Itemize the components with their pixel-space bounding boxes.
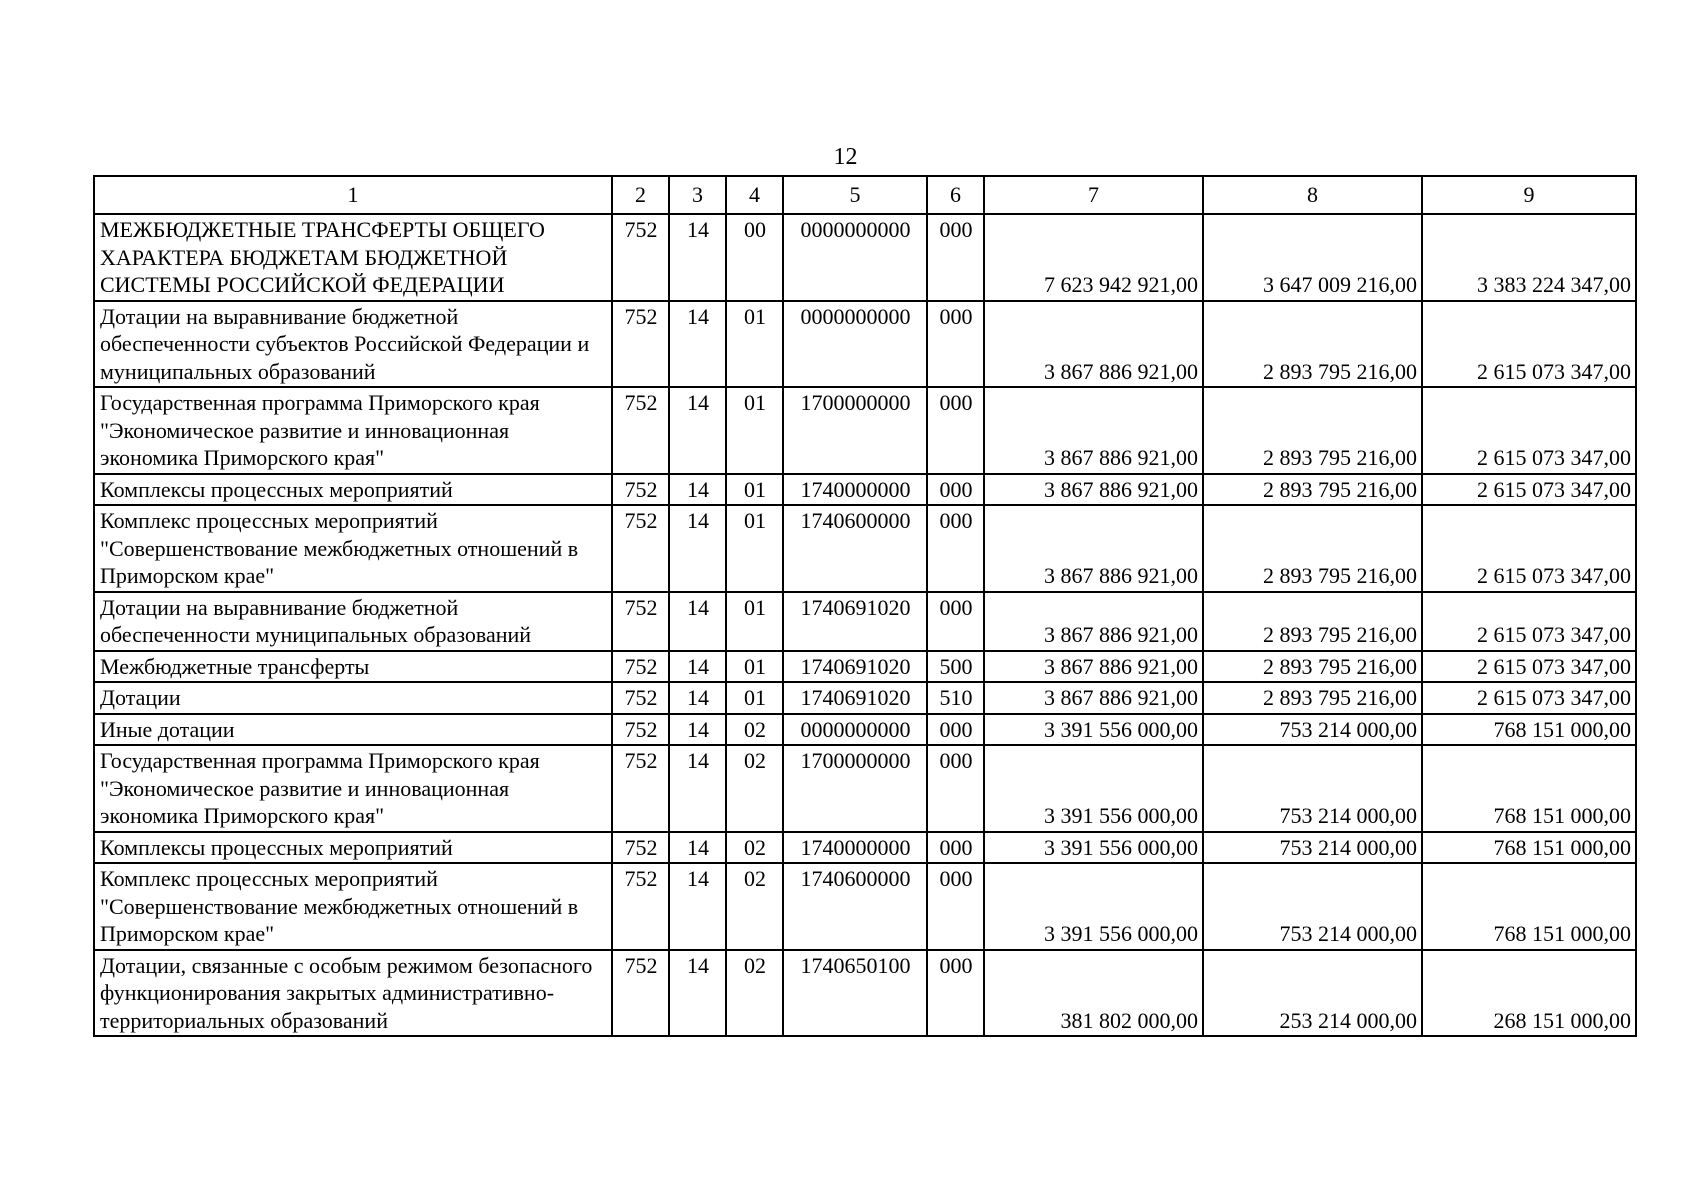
amount-col7-cell: 3 867 886 921,00 xyxy=(984,387,1203,474)
admin-code-cell: 752 xyxy=(612,651,669,683)
column-header: 1 xyxy=(94,176,612,214)
target-article-cell: 1740691020 xyxy=(783,651,927,683)
target-article-cell: 1740691020 xyxy=(783,592,927,651)
admin-code-cell: 752 xyxy=(612,301,669,388)
amount-col8-cell: 2 893 795 216,00 xyxy=(1203,651,1422,683)
subsection-cell: 01 xyxy=(726,505,783,592)
expense-type-cell: 000 xyxy=(927,714,984,746)
row-name-cell: Государственная программа Приморского края "Экономическое развитие и инновационная экономика Приморского края" xyxy=(94,745,612,832)
expense-type-cell: 000 xyxy=(927,301,984,388)
row-name-cell: Межбюджетные трансферты xyxy=(94,651,612,683)
amount-col9-cell: 268 151 000,00 xyxy=(1422,950,1636,1037)
target-article-cell: 1700000000 xyxy=(783,745,927,832)
section-cell: 14 xyxy=(669,301,726,388)
row-name-cell: Дотации xyxy=(94,682,612,714)
amount-col7-cell: 3 391 556 000,00 xyxy=(984,714,1203,746)
amount-col9-cell: 768 151 000,00 xyxy=(1422,745,1636,832)
admin-code-cell: 752 xyxy=(612,863,669,950)
target-article-cell: 0000000000 xyxy=(783,301,927,388)
subsection-cell: 02 xyxy=(726,832,783,864)
expense-type-cell: 000 xyxy=(927,863,984,950)
amount-col8-cell: 2 893 795 216,00 xyxy=(1203,474,1422,506)
expense-type-cell: 000 xyxy=(927,214,984,301)
amount-col8-cell: 2 893 795 216,00 xyxy=(1203,592,1422,651)
section-cell: 14 xyxy=(669,950,726,1037)
table-row xyxy=(94,745,1636,832)
section-cell: 14 xyxy=(669,863,726,950)
section-cell: 14 xyxy=(669,214,726,301)
row-name-cell: Дотации на выравнивание бюджетной обеспеченности субъектов Российской Федерации и муниципальных образований xyxy=(94,301,612,388)
amount-col7-cell: 3 867 886 921,00 xyxy=(984,301,1203,388)
table-row xyxy=(94,682,1636,714)
admin-code-cell: 752 xyxy=(612,832,669,864)
admin-code-cell: 752 xyxy=(612,387,669,474)
subsection-cell: 02 xyxy=(726,950,783,1037)
admin-code-cell: 752 xyxy=(612,592,669,651)
target-article-cell: 1740650100 xyxy=(783,950,927,1037)
amount-col8-cell: 2 893 795 216,00 xyxy=(1203,505,1422,592)
column-header: 4 xyxy=(726,176,783,214)
amount-col7-cell: 7 623 942 921,00 xyxy=(984,214,1203,301)
amount-col8-cell: 753 214 000,00 xyxy=(1203,745,1422,832)
expense-type-cell: 000 xyxy=(927,387,984,474)
amount-col7-cell: 3 391 556 000,00 xyxy=(984,745,1203,832)
column-header: 2 xyxy=(612,176,669,214)
table-row xyxy=(94,214,1636,301)
expense-type-cell: 000 xyxy=(927,592,984,651)
subsection-cell: 01 xyxy=(726,474,783,506)
table-body xyxy=(94,176,1636,1036)
expense-type-cell: 000 xyxy=(927,505,984,592)
row-name-cell: Комплекс процессных мероприятий "Совершенствование межбюджетных отношений в Приморском крае" xyxy=(94,863,612,950)
expense-type-cell: 000 xyxy=(927,832,984,864)
table-row xyxy=(94,714,1636,746)
column-header: 5 xyxy=(783,176,927,214)
subsection-cell: 00 xyxy=(726,214,783,301)
amount-col7-cell: 3 867 886 921,00 xyxy=(984,592,1203,651)
admin-code-cell: 752 xyxy=(612,505,669,592)
subsection-cell: 01 xyxy=(726,387,783,474)
table-row xyxy=(94,505,1636,592)
section-cell: 14 xyxy=(669,592,726,651)
admin-code-cell: 752 xyxy=(612,745,669,832)
column-header: 8 xyxy=(1203,176,1422,214)
table-row xyxy=(94,950,1636,1037)
target-article-cell: 0000000000 xyxy=(783,214,927,301)
amount-col9-cell: 2 615 073 347,00 xyxy=(1422,592,1636,651)
amount-col8-cell: 753 214 000,00 xyxy=(1203,832,1422,864)
budget-table xyxy=(93,175,1637,1037)
section-cell: 14 xyxy=(669,651,726,683)
column-header: 3 xyxy=(669,176,726,214)
amount-col7-cell: 3 391 556 000,00 xyxy=(984,863,1203,950)
table-row xyxy=(94,832,1636,864)
amount-col9-cell: 768 151 000,00 xyxy=(1422,714,1636,746)
amount-col7-cell: 3 867 886 921,00 xyxy=(984,505,1203,592)
subsection-cell: 01 xyxy=(726,682,783,714)
table-row xyxy=(94,651,1636,683)
subsection-cell: 02 xyxy=(726,745,783,832)
section-cell: 14 xyxy=(669,682,726,714)
admin-code-cell: 752 xyxy=(612,214,669,301)
subsection-cell: 01 xyxy=(726,301,783,388)
target-article-cell: 1740600000 xyxy=(783,863,927,950)
amount-col9-cell: 2 615 073 347,00 xyxy=(1422,301,1636,388)
subsection-cell: 02 xyxy=(726,863,783,950)
amount-col7-cell: 381 802 000,00 xyxy=(984,950,1203,1037)
section-cell: 14 xyxy=(669,714,726,746)
expense-type-cell: 000 xyxy=(927,950,984,1037)
target-article-cell: 1740000000 xyxy=(783,474,927,506)
amount-col9-cell: 768 151 000,00 xyxy=(1422,863,1636,950)
amount-col8-cell: 2 893 795 216,00 xyxy=(1203,301,1422,388)
row-name-cell: Иные дотации xyxy=(94,714,612,746)
column-header: 6 xyxy=(927,176,984,214)
amount-col7-cell: 3 867 886 921,00 xyxy=(984,474,1203,506)
subsection-cell: 02 xyxy=(726,714,783,746)
section-cell: 14 xyxy=(669,474,726,506)
table-row xyxy=(94,592,1636,651)
admin-code-cell: 752 xyxy=(612,682,669,714)
table-row xyxy=(94,863,1636,950)
column-number-header-row xyxy=(94,176,1636,214)
amount-col9-cell: 2 615 073 347,00 xyxy=(1422,505,1636,592)
target-article-cell: 1740691020 xyxy=(783,682,927,714)
page-number: 12 xyxy=(833,144,858,170)
table-row xyxy=(94,474,1636,506)
target-article-cell: 0000000000 xyxy=(783,714,927,746)
expense-type-cell: 000 xyxy=(927,745,984,832)
section-cell: 14 xyxy=(669,832,726,864)
row-name-cell: Дотации, связанные с особым режимом безопасного функционирования закрытых административно-территориальных образований xyxy=(94,950,612,1037)
amount-col8-cell: 753 214 000,00 xyxy=(1203,714,1422,746)
amount-col9-cell: 768 151 000,00 xyxy=(1422,832,1636,864)
expense-type-cell: 500 xyxy=(927,651,984,683)
amount-col9-cell: 3 383 224 347,00 xyxy=(1422,214,1636,301)
target-article-cell: 1740600000 xyxy=(783,505,927,592)
admin-code-cell: 752 xyxy=(612,474,669,506)
expense-type-cell: 510 xyxy=(927,682,984,714)
amount-col9-cell: 2 615 073 347,00 xyxy=(1422,651,1636,683)
subsection-cell: 01 xyxy=(726,592,783,651)
target-article-cell: 1700000000 xyxy=(783,387,927,474)
admin-code-cell: 752 xyxy=(612,714,669,746)
expense-type-cell: 000 xyxy=(927,474,984,506)
column-header: 9 xyxy=(1422,176,1636,214)
target-article-cell: 1740000000 xyxy=(783,832,927,864)
amount-col8-cell: 2 893 795 216,00 xyxy=(1203,682,1422,714)
admin-code-cell: 752 xyxy=(612,950,669,1037)
amount-col7-cell: 3 391 556 000,00 xyxy=(984,832,1203,864)
amount-col8-cell: 253 214 000,00 xyxy=(1203,950,1422,1037)
section-cell: 14 xyxy=(669,745,726,832)
column-header: 7 xyxy=(984,176,1203,214)
section-cell: 14 xyxy=(669,505,726,592)
table-row xyxy=(94,301,1636,388)
row-name-cell: МЕЖБЮДЖЕТНЫЕ ТРАНСФЕРТЫ ОБЩЕГО ХАРАКТЕРА БЮДЖЕТАМ БЮДЖЕТНОЙ СИСТЕМЫ РОССИЙСКОЙ ФЕДЕРАЦИИ xyxy=(94,214,612,301)
row-name-cell: Комплексы процессных мероприятий xyxy=(94,832,612,864)
table-row xyxy=(94,387,1636,474)
amount-col8-cell: 2 893 795 216,00 xyxy=(1203,387,1422,474)
row-name-cell: Дотации на выравнивание бюджетной обеспеченности муниципальных образований xyxy=(94,592,612,651)
amount-col8-cell: 753 214 000,00 xyxy=(1203,863,1422,950)
section-cell: 14 xyxy=(669,387,726,474)
amount-col8-cell: 3 647 009 216,00 xyxy=(1203,214,1422,301)
amount-col9-cell: 2 615 073 347,00 xyxy=(1422,387,1636,474)
amount-col9-cell: 2 615 073 347,00 xyxy=(1422,474,1636,506)
subsection-cell: 01 xyxy=(726,651,783,683)
row-name-cell: Комплексы процессных мероприятий xyxy=(94,474,612,506)
amount-col7-cell: 3 867 886 921,00 xyxy=(984,651,1203,683)
amount-col7-cell: 3 867 886 921,00 xyxy=(984,682,1203,714)
row-name-cell: Государственная программа Приморского края "Экономическое развитие и инновационная экономика Приморского края" xyxy=(94,387,612,474)
amount-col9-cell: 2 615 073 347,00 xyxy=(1422,682,1636,714)
row-name-cell: Комплекс процессных мероприятий "Совершенствование межбюджетных отношений в Приморском крае" xyxy=(94,505,612,592)
